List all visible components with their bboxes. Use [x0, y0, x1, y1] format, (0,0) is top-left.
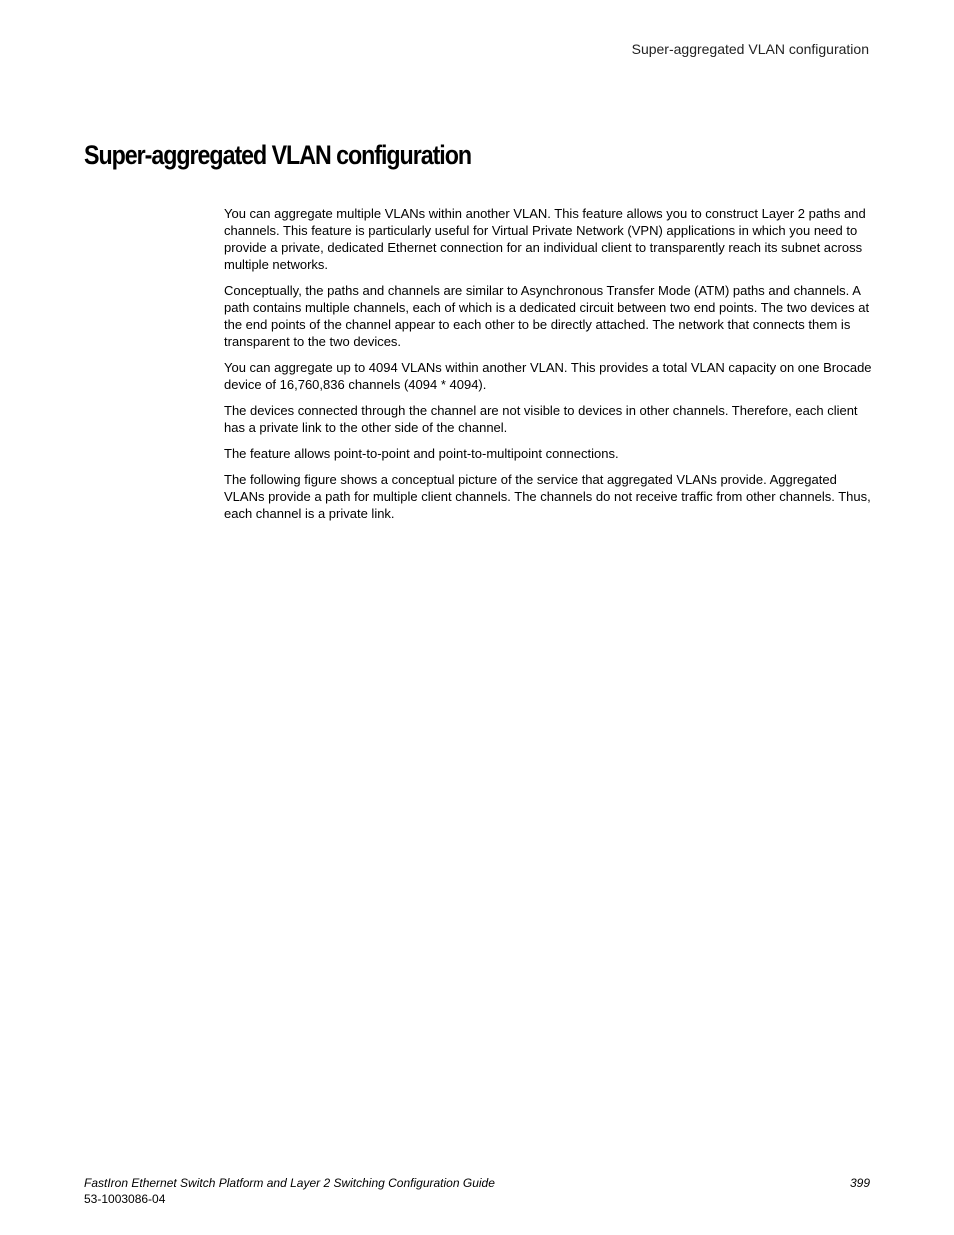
paragraph-vlan-aggregation-intro: You can aggregate multiple VLANs within another VLAN. This feature allows you to construct Layer 2 paths and channels. This feature is particularly useful for Virtual Private Network (VPN) applications in which you need to provide a private, dedicated Ethernet connection for an individual client to transparently reach its subnet across multiple networks. — [224, 206, 866, 272]
footer-doc-number: 53-1003086-04 — [84, 1192, 166, 1206]
running-header: Super-aggregated VLAN configuration — [631, 41, 869, 57]
paragraph-vlan-capacity: You can aggregate up to 4094 VLANs within another VLAN. This provides a total VLAN capacity on one Brocade device of 16,760,836 channels (4094 * 4094). — [224, 360, 872, 392]
paragraph-figure-intro: The following figure shows a conceptual picture of the service that aggregated VLANs provide. Aggregated VLANs provide a path for multiple client channels. The channels do not receive traffic from other channels. Thus, each channel is a private link. — [224, 472, 871, 521]
page-footer — [84, 1175, 870, 1207]
paragraph-atm-comparison: Conceptually, the paths and channels are similar to Asynchronous Transfer Mode (ATM) paths and channels. A path contains multiple channels, each of which is a dedicated circuit between two end points. The two devices at the end points of the channel appear to each other to be directly attached. The network that connects them is transparent to the two devices. — [224, 283, 870, 349]
paragraph-connection-types: The feature allows point-to-point and point-to-multipoint connections. — [224, 446, 619, 461]
footer-guide-title: FastIron Ethernet Switch Platform and Layer 2 Switching Configuration Guide — [84, 1176, 495, 1190]
page-title: Super-aggregated VLAN configuration — [84, 140, 472, 170]
footer-page-number: 399 — [849, 1176, 870, 1190]
body-text — [224, 205, 874, 531]
paragraph-channel-visibility: The devices connected through the channel are not visible to devices in other channels. Therefore, each client has a private link to the other side of the channel. — [224, 403, 858, 435]
